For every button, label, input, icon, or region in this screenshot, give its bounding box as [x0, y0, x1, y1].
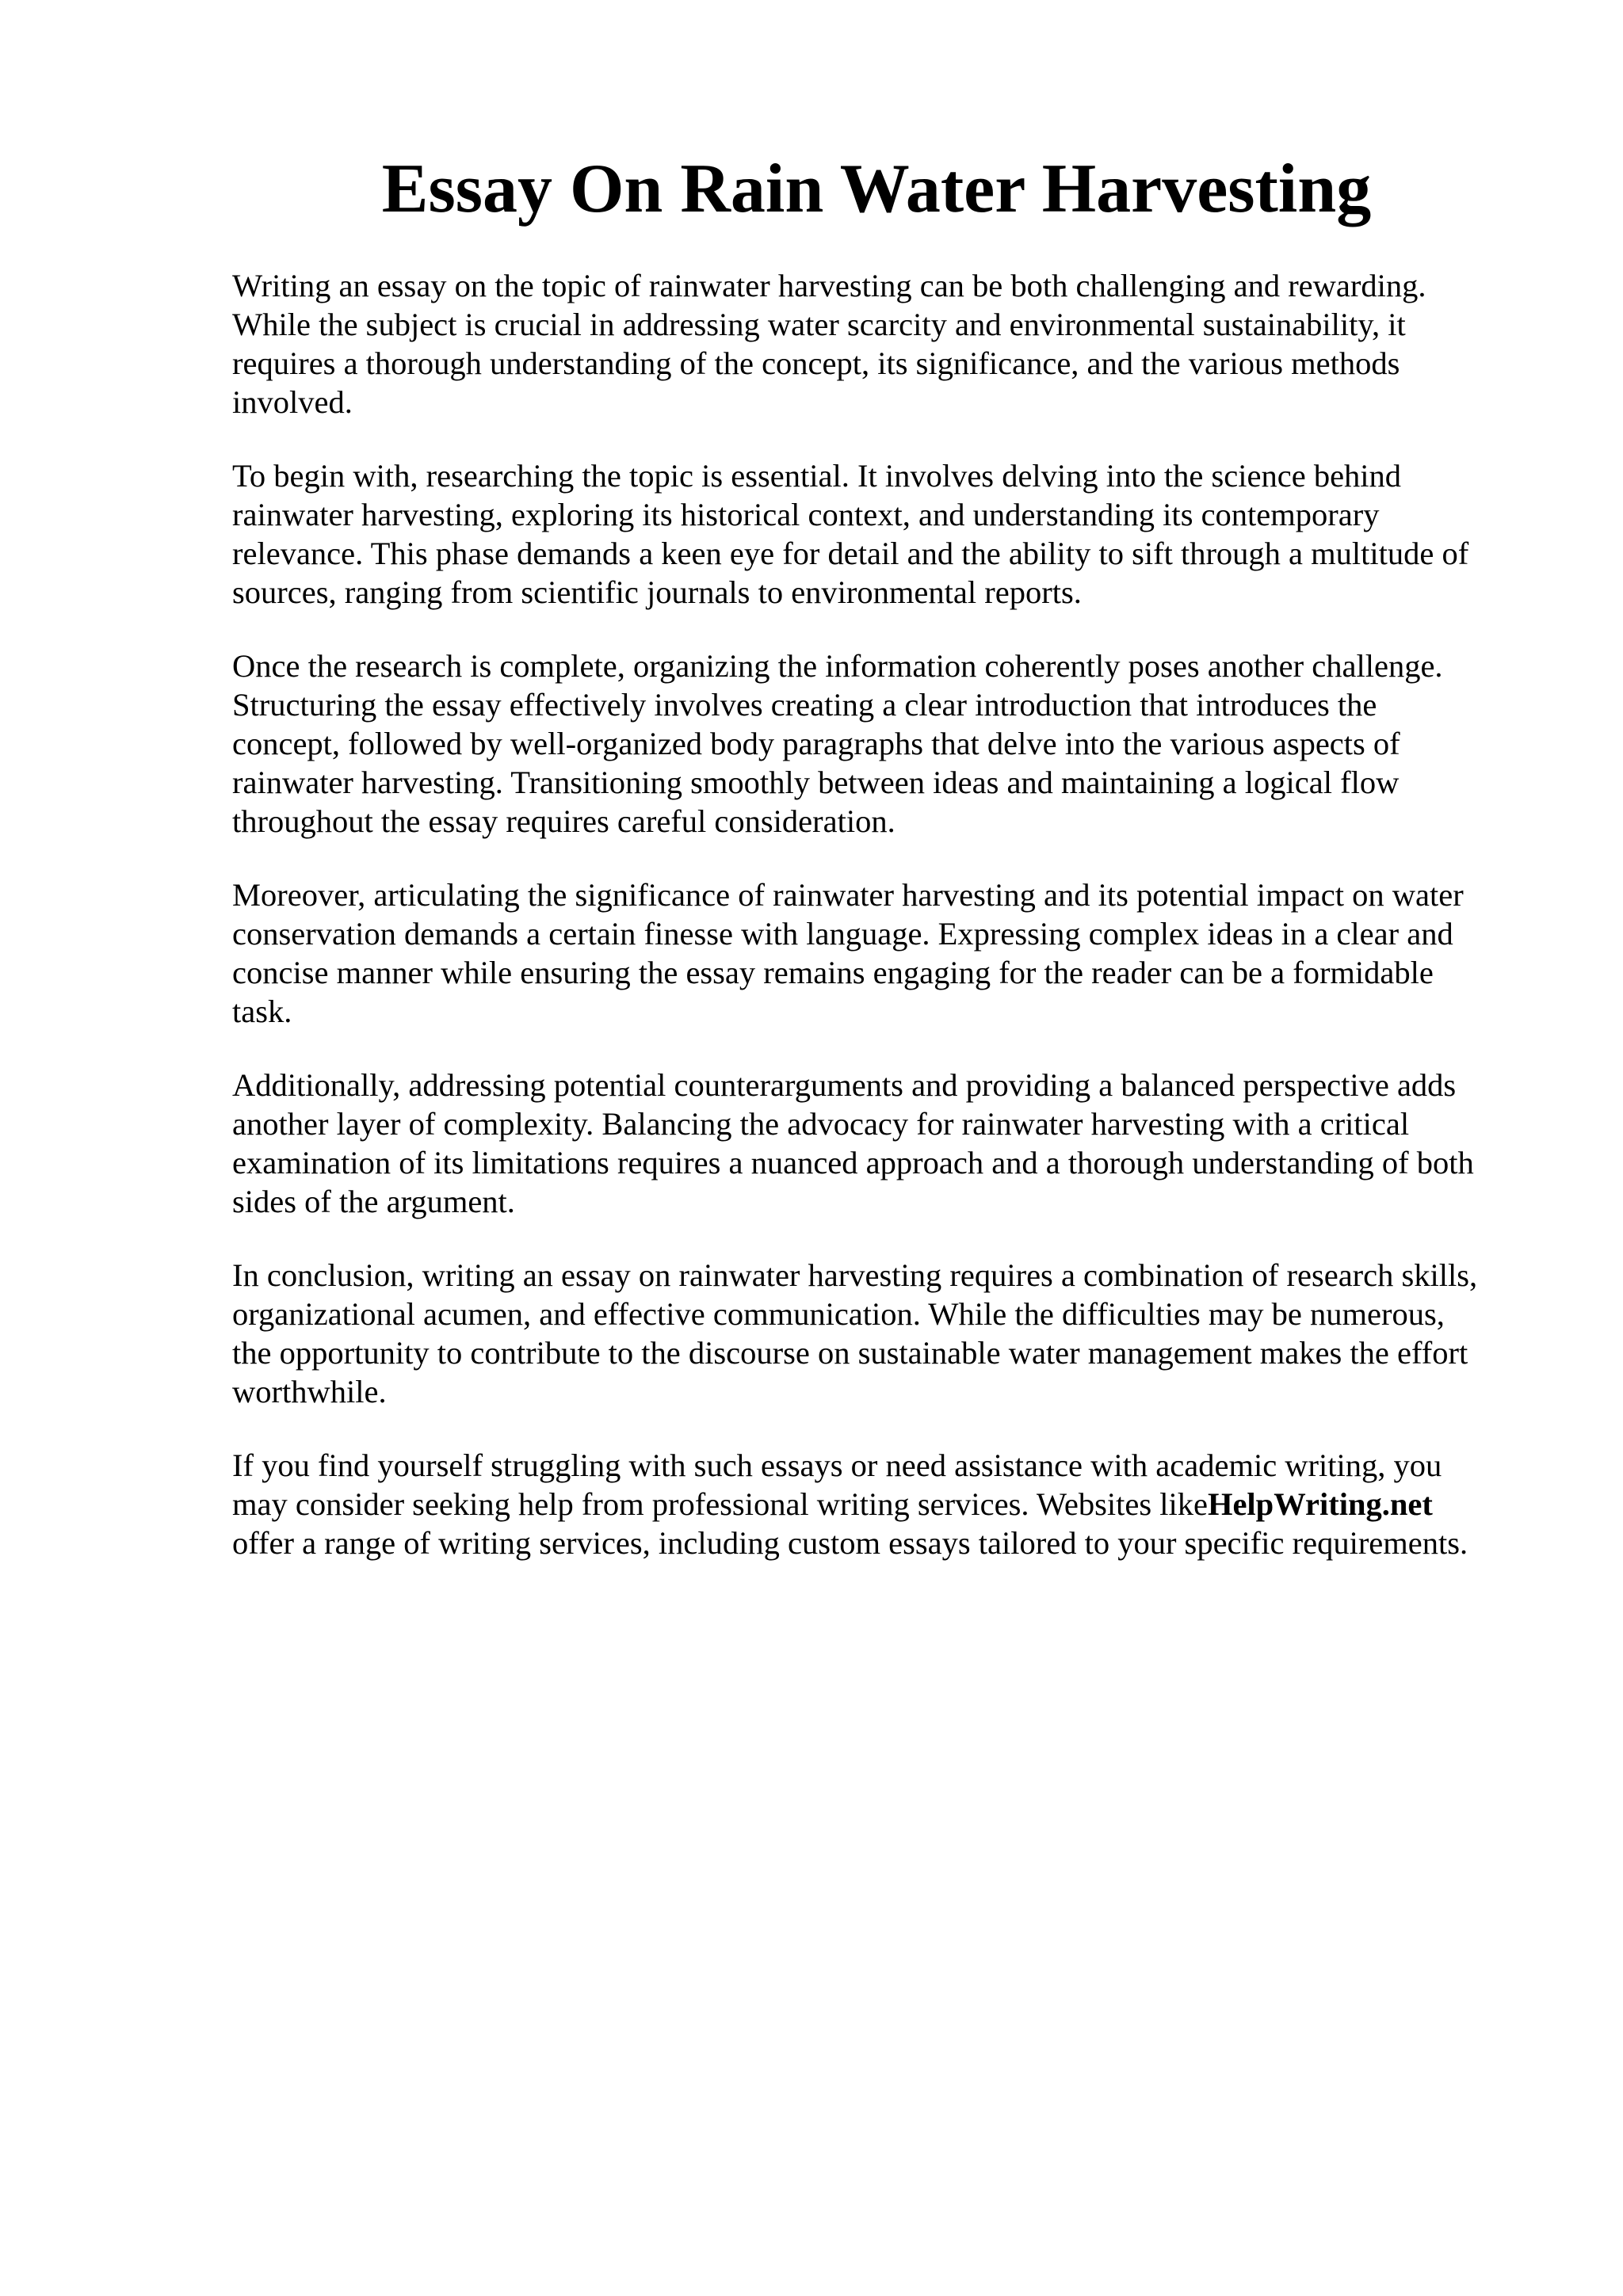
closing-paragraph — [232, 1446, 1532, 1562]
document-title: Essay On Rain Water Harvesting — [381, 151, 1372, 227]
document-body — [232, 266, 1532, 1597]
paragraph-line: Structuring the essay effectively involves creating a clear introduction that introduces the — [232, 687, 1377, 723]
paragraph-3 — [232, 646, 1532, 841]
paragraph-line: organizational acumen, and effective communication. While the difficulties may be numerous, — [232, 1296, 1445, 1332]
paragraph-line: relevance. This phase demands a keen eye for detail and the ability to sift through a multitude of — [232, 536, 1469, 571]
paragraph-line: To begin with, researching the topic is essential. It involves delving into the science behind — [232, 458, 1402, 494]
paragraph-line: Additionally, addressing potential counterarguments and providing a balanced perspective adds — [232, 1067, 1457, 1103]
paragraph-4 — [232, 875, 1532, 1031]
paragraph-line: requires a thorough understanding of the concept, its significance, and the various methods — [232, 345, 1400, 381]
paragraph-line: concise manner while ensuring the essay remains engaging for the reader can be a formidable — [232, 955, 1434, 990]
paragraph-line: rainwater harvesting. Transitioning smoothly between ideas and maintaining a logical flow — [232, 765, 1400, 800]
paragraph-line: Writing an essay on the topic of rainwater harvesting can be both challenging and rewarding. — [232, 268, 1426, 303]
paragraph-line: examination of its limitations requires a nuanced approach and a thorough understanding of both — [232, 1145, 1474, 1180]
paragraph-line: offer a range of writing services, including custom essays tailored to your specific requirements. — [232, 1525, 1468, 1561]
paragraph-1 — [232, 266, 1532, 421]
closing-line-prefix: may consider seeking help from professional writing services. Websites like — [232, 1486, 1208, 1522]
paragraph-line: the opportunity to contribute to the discourse on sustainable water management makes the effort — [232, 1335, 1468, 1371]
paragraph-line: While the subject is crucial in addressing water scarcity and environmental sustainability, it — [232, 307, 1406, 342]
paragraph-line: sides of the argument. — [232, 1184, 515, 1219]
paragraph-2 — [232, 456, 1532, 612]
paragraph-line: If you find yourself struggling with such essays or need assistance with academic writing, you — [232, 1447, 1442, 1483]
paragraph-line: conservation demands a certain finesse with language. Expressing complex ideas in a clear and — [232, 916, 1453, 952]
paragraph-6 — [232, 1256, 1532, 1411]
paragraph-line: another layer of complexity. Balancing the advocacy for rainwater harvesting with a critical — [232, 1106, 1410, 1142]
paragraph-line: In conclusion, writing an essay on rainwater harvesting requires a combination of research skills, — [232, 1257, 1478, 1293]
paragraph-line: sources, ranging from scientific journals to environmental reports. — [232, 574, 1082, 610]
paragraph-line: concept, followed by well-organized body paragraphs that delve into the various aspects of — [232, 726, 1400, 761]
paragraph-line: throughout the essay requires careful consideration. — [232, 803, 896, 839]
paragraph-line: Moreover, articulating the significance of rainwater harvesting and its potential impact on water — [232, 877, 1464, 913]
helpwriting-link[interactable]: HelpWriting.net — [1207, 1486, 1433, 1522]
paragraph-line: rainwater harvesting, exploring its historical context, and understanding its contemporary — [232, 497, 1380, 532]
paragraph-line: involved. — [232, 384, 353, 420]
paragraph-line: task. — [232, 994, 292, 1029]
paragraph-line: Once the research is complete, organizing the information coherently poses another challenge. — [232, 648, 1443, 684]
paragraph-5 — [232, 1066, 1532, 1221]
paragraph-line: worthwhile. — [232, 1374, 387, 1409]
paragraph-line — [232, 1485, 1532, 1524]
